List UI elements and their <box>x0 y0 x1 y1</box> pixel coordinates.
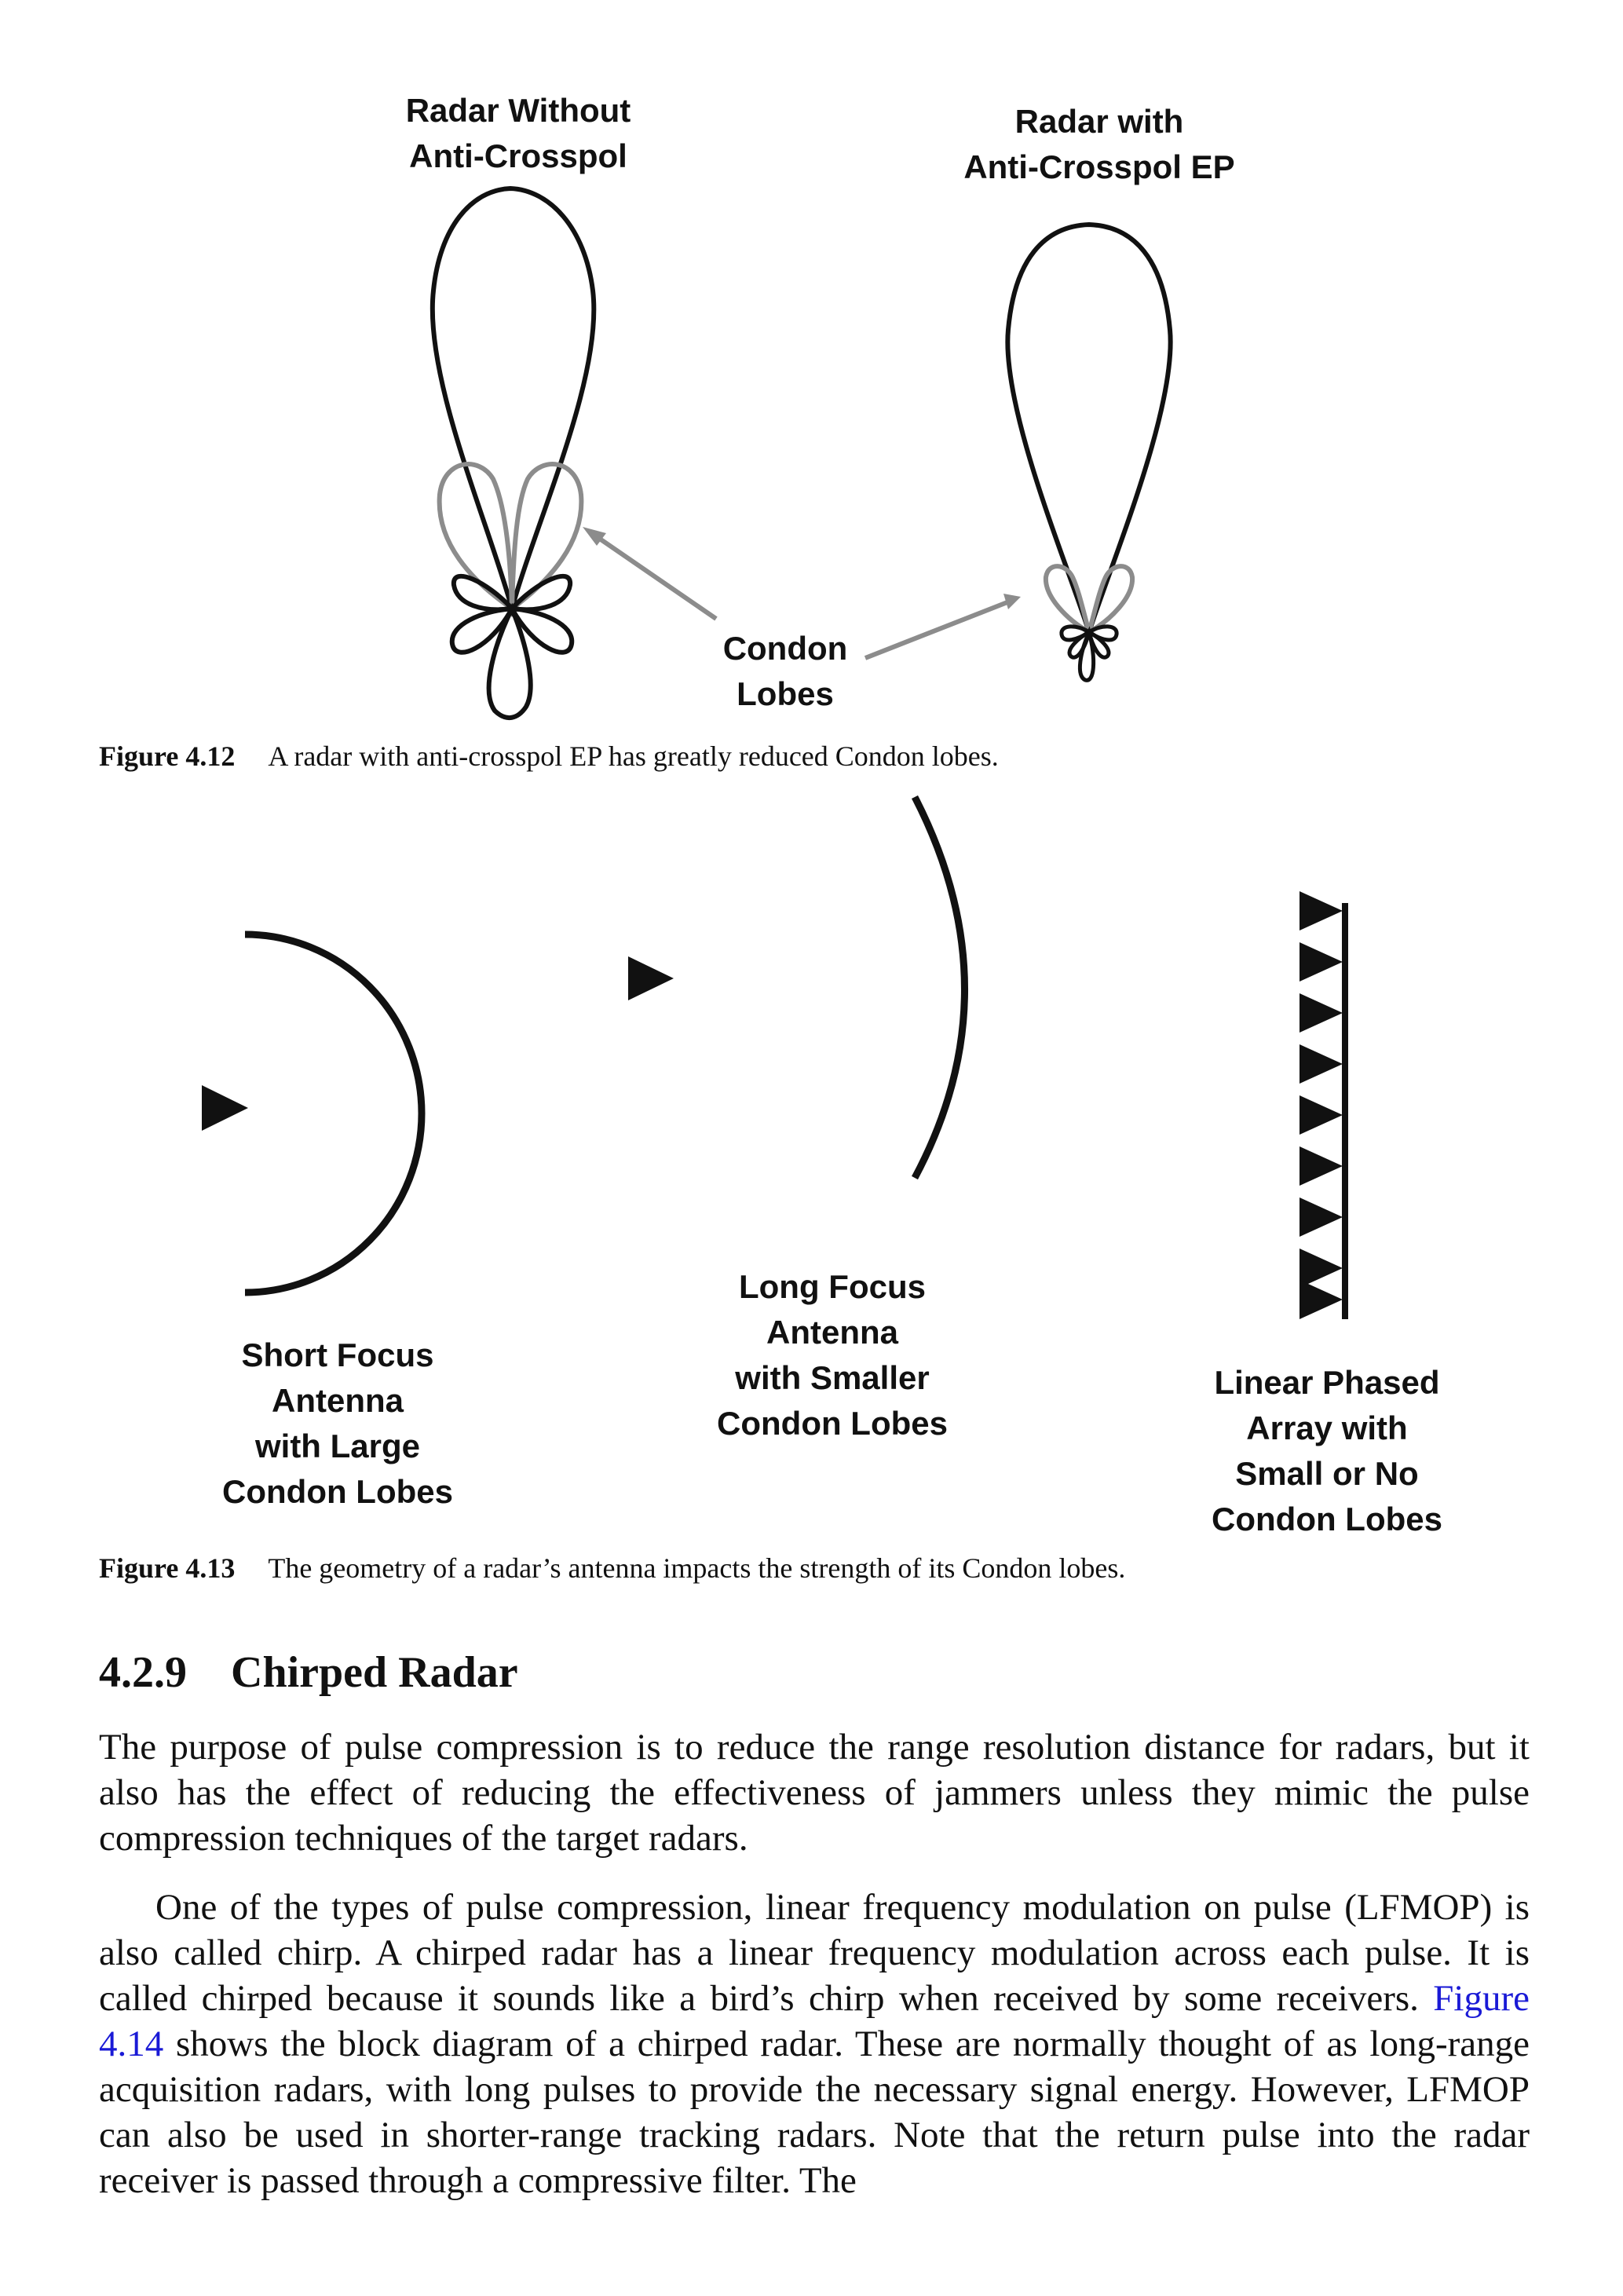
array-element-8 <box>1299 1249 1343 1288</box>
figure-4-12-caption-text: A radar with anti-crosspol EP has greatly reduced Condon lobes. <box>268 740 999 772</box>
arrow-to-left-lobes <box>590 532 716 619</box>
label-linear-phased-array: Linear Phased Array with Small or No Condon Lobes <box>1212 1364 1442 1537</box>
main-beam-right <box>1007 225 1170 632</box>
arrowhead-right <box>1003 594 1021 609</box>
figure-4-13-caption-text: The geometry of a radar’s antenna impacts the strength of its Condon lobes. <box>268 1552 1126 1584</box>
paragraph-2-text-before: One of the types of pulse compression, linear frequency modulation on pulse (LFMOP) is also called chirp. A chirped radar has a linear frequency modulation across each pulse. It is called chirped because it sounds like a bird’s chirp when received by some receivers. <box>99 1887 1530 2019</box>
figure-4-14-link[interactable]: Figure 4.14 <box>99 1978 1530 2064</box>
paragraph-2 <box>99 1885 1530 2203</box>
label-long-focus-antenna: Long Focus Antenna with Smaller Condon Lobes <box>717 1268 948 1442</box>
long-focus-reflector <box>915 797 965 1178</box>
array-element-7 <box>1299 1197 1343 1237</box>
label-radar-without-anti-crosspol: Radar Without Anti-Crosspol <box>405 92 631 174</box>
paragraph-1: The purpose of pulse compression is to reduce the range resolution distance for radars, but it also has the effect of reducing the effectiveness of jammers unless they mimic the pulse compression techniques of the target radars. <box>99 1727 1530 1859</box>
short-focus-feed-icon <box>202 1085 248 1131</box>
small-backlobe-right <box>1080 632 1093 680</box>
figure-4-12-number: Figure 4.12 <box>99 740 236 772</box>
section-number: 4.2.9 <box>99 1648 187 1697</box>
label-short-focus-antenna: Short Focus Antenna with Large Condon Lobes <box>222 1336 453 1510</box>
section-title: Chirped Radar <box>231 1648 518 1697</box>
condon-lobe-left-1 <box>440 464 512 609</box>
label-radar-with-anti-crosspol: Radar with Anti-Crosspol EP <box>963 103 1235 185</box>
long-focus-feed-icon <box>628 956 674 1000</box>
array-element-2 <box>1299 942 1343 982</box>
array-element-3 <box>1299 993 1343 1033</box>
array-element-6 <box>1299 1146 1343 1186</box>
short-focus-reflector <box>245 934 422 1292</box>
paragraph-2-text-after: shows the block diagram of a chirped radar. These are normally thought of as long-range acquisition radars, with long pulses to provide the necessary signal energy. However, LFMOP can also be used in shorter-range tracking radars. Note that the return pulse into the radar receiver is passed through a compressive filter. The <box>99 2024 1530 2201</box>
section-heading <box>99 1647 518 1698</box>
label-condon-lobes: Condon Lobes <box>722 630 848 712</box>
figure-4-12-caption <box>99 740 999 773</box>
figure-4-13-caption <box>99 1552 1125 1585</box>
figure-4-13-number: Figure 4.13 <box>99 1552 236 1584</box>
array-element-4 <box>1299 1044 1343 1084</box>
array-element-9 <box>1299 1280 1343 1319</box>
arrow-to-right-lobes <box>865 601 1011 658</box>
phased-array-elements <box>1299 891 1343 1319</box>
array-element-5 <box>1299 1095 1343 1135</box>
array-element-1 <box>1299 891 1343 930</box>
